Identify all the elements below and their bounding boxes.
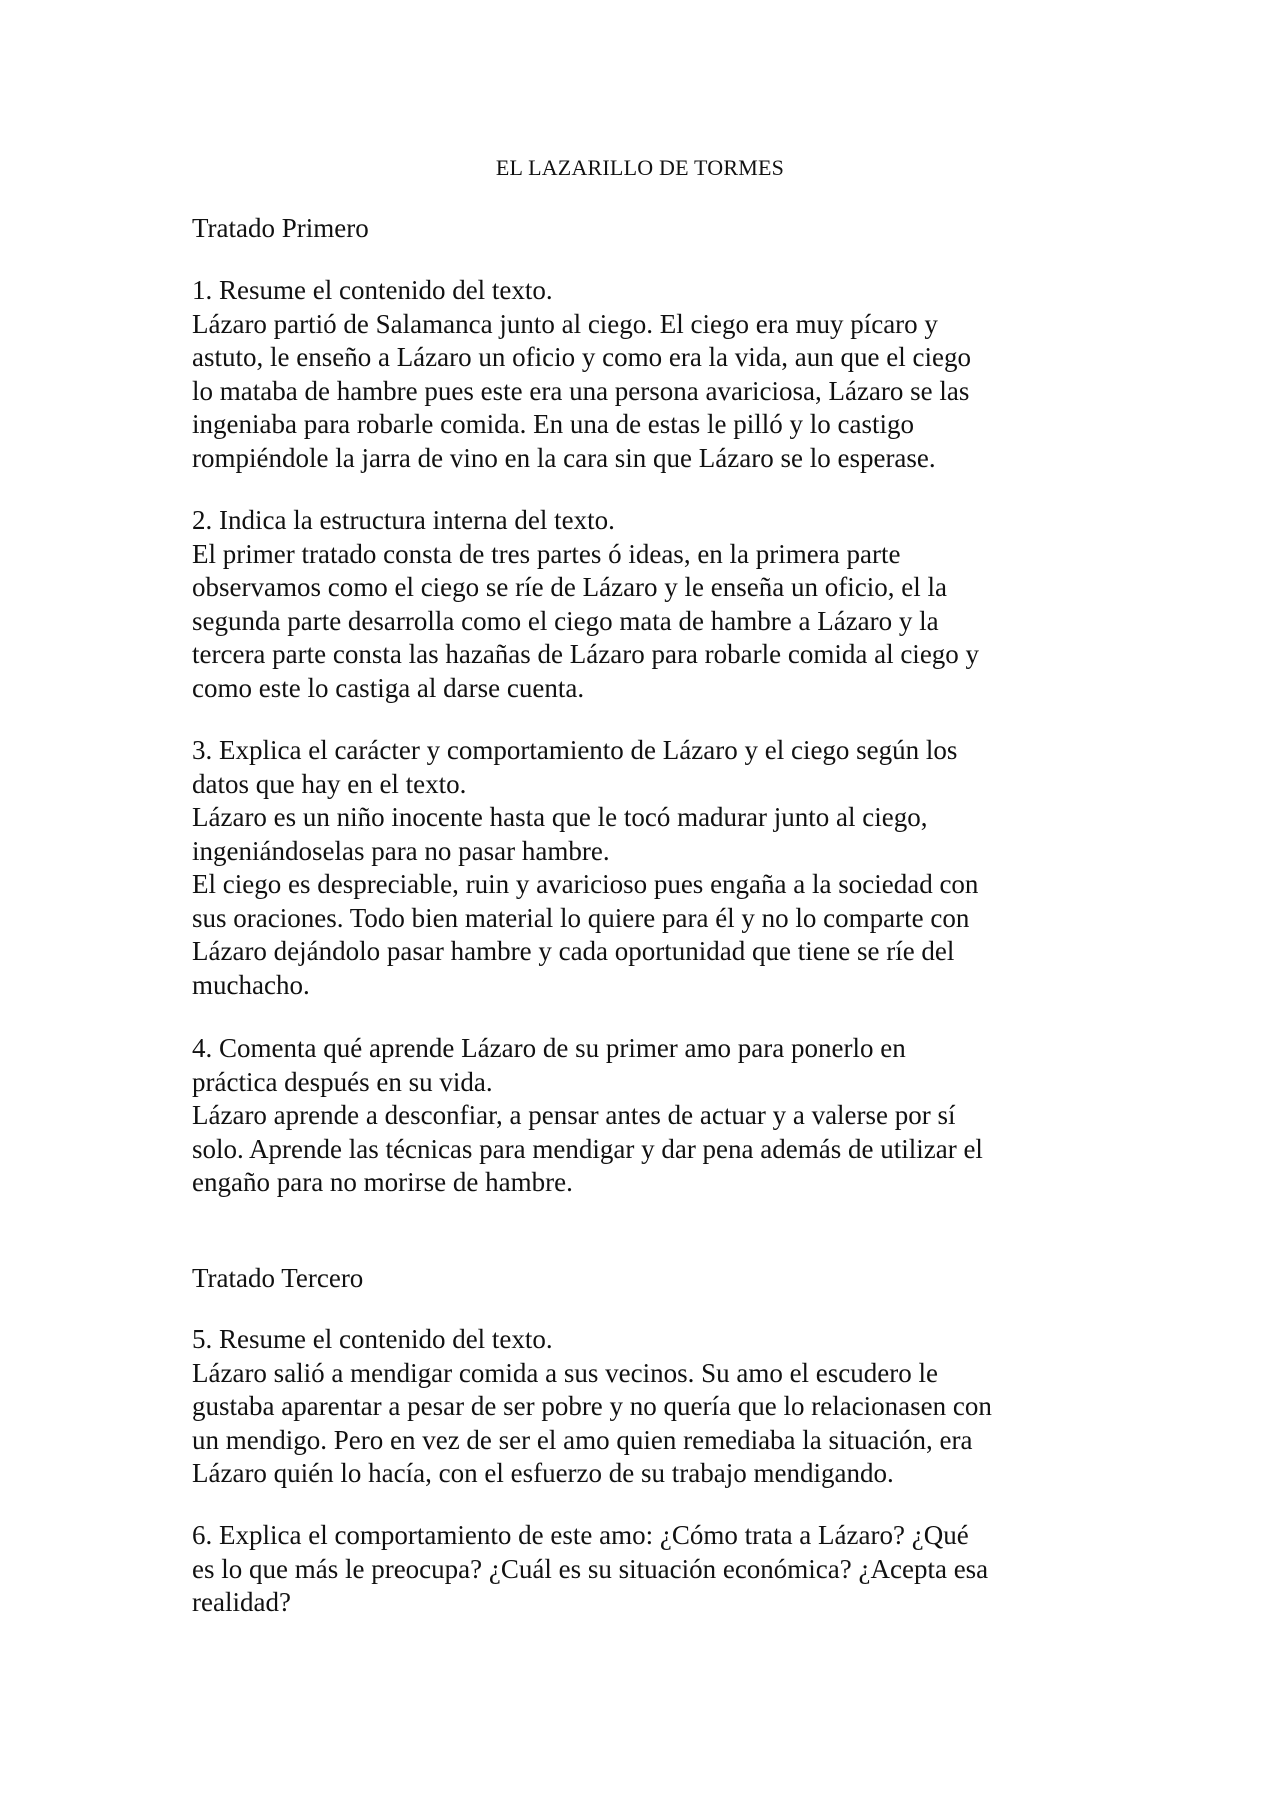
answer-1-line: lo mataba de hambre pues este era una persona avariciosa, Lázaro se las [192, 375, 970, 406]
question-block-6 [192, 1519, 1112, 1620]
answer-4-line: solo. Aprende las técnicas para mendigar y dar pena además de utilizar el [192, 1133, 983, 1164]
answer-5-line: Lázaro salió a mendigar comida a sus vecinos. Su amo el escudero le [192, 1357, 938, 1388]
answer-1-line: rompiéndole la jarra de vino en la cara sin que Lázaro se lo esperase. [192, 442, 936, 473]
answer-2-line: tercera parte consta las hazañas de Lázaro para robarle comida al ciego y [192, 639, 980, 669]
answer-3-line: ingeniándoselas para no pasar hambre. [192, 835, 610, 866]
answer-3-line: muchacho. [192, 969, 310, 1000]
answer-1-line: ingeniaba para robarle comida. En una de estas le pilló y lo castigo [192, 409, 914, 439]
answer-3-line: sus oraciones. Todo bien material lo quiere para él y no lo comparte con [192, 902, 970, 933]
question-block-4 [192, 1032, 1112, 1200]
question-2: 2. Indica la estructura interna del texto. [192, 505, 615, 535]
question-6-line: realidad? [192, 1587, 291, 1617]
question-block-3 [192, 734, 1112, 1002]
answer-2-line: El primer tratado consta de tres partes ó ideas, en la primera parte [192, 538, 901, 569]
question-block-2 [192, 504, 1112, 705]
question-3-line: 3. Explica el carácter y comportamiento de Lázaro y el ciego según los [192, 735, 958, 765]
answer-4-line: engaño para no morirse de hambre. [192, 1167, 573, 1197]
answer-4-line: Lázaro aprende a desconfiar, a pensar antes de actuar y a valerse por sí [192, 1100, 956, 1130]
document-title: EL LAZARILLO DE TORMES [495, 155, 785, 180]
answer-1-line: astuto, le enseño a Lázaro un oficio y como era la vida, aun que el ciego [192, 342, 971, 372]
answer-3-line: Lázaro dejándolo pasar hambre y cada oportunidad que tiene se ríe del [192, 936, 955, 966]
question-3-line: datos que hay en el texto. [192, 768, 467, 799]
answer-3-line: Lázaro es un niño inocente hasta que le tocó madurar junto al ciego, [192, 802, 928, 832]
question-5: 5. Resume el contenido del texto. [192, 1324, 553, 1354]
question-4-line: práctica después en su vida. [192, 1066, 493, 1097]
answer-1-line: Lázaro partió de Salamanca junto al ciego. El ciego era muy pícaro y [192, 308, 938, 339]
answer-2-line: observamos como el ciego se ríe de Lázaro y le enseña un oficio, el la [192, 572, 947, 602]
question-4-line: 4. Comenta qué aprende Lázaro de su primer amo para ponerlo en [192, 1033, 906, 1063]
question-1: 1. Resume el contenido del texto. [192, 275, 553, 305]
answer-2-line: segunda parte desarrolla como el ciego mata de hambre a Lázaro y la [192, 605, 939, 636]
answer-2-line: como este lo castiga al darse cuenta. [192, 672, 585, 703]
answer-5-line: gustaba aparentar a pesar de ser pobre y no quería que lo relacionasen con [192, 1391, 992, 1421]
section-heading-tratado-primero: Tratado Primero [192, 213, 369, 243]
question-block-5 [192, 1323, 1112, 1491]
question-block-1 [192, 274, 1112, 475]
question-6-line: es lo que más le preocupa? ¿Cuál es su situación económica? ¿Acepta esa [192, 1553, 989, 1584]
question-6-line: 6. Explica el comportamiento de este amo: ¿Cómo trata a Lázaro? ¿Qué [192, 1520, 969, 1550]
answer-3-line: El ciego es despreciable, ruin y avaricioso pues engaña a la sociedad con [192, 869, 979, 899]
answer-5-line: Lázaro quién lo hacía, con el esfuerzo de su trabajo mendigando. [192, 1458, 894, 1488]
section-heading-tratado-tercero: Tratado Tercero [192, 1263, 364, 1293]
answer-5-line: un mendigo. Pero en vez de ser el amo quien remediaba la situación, era [192, 1424, 973, 1455]
